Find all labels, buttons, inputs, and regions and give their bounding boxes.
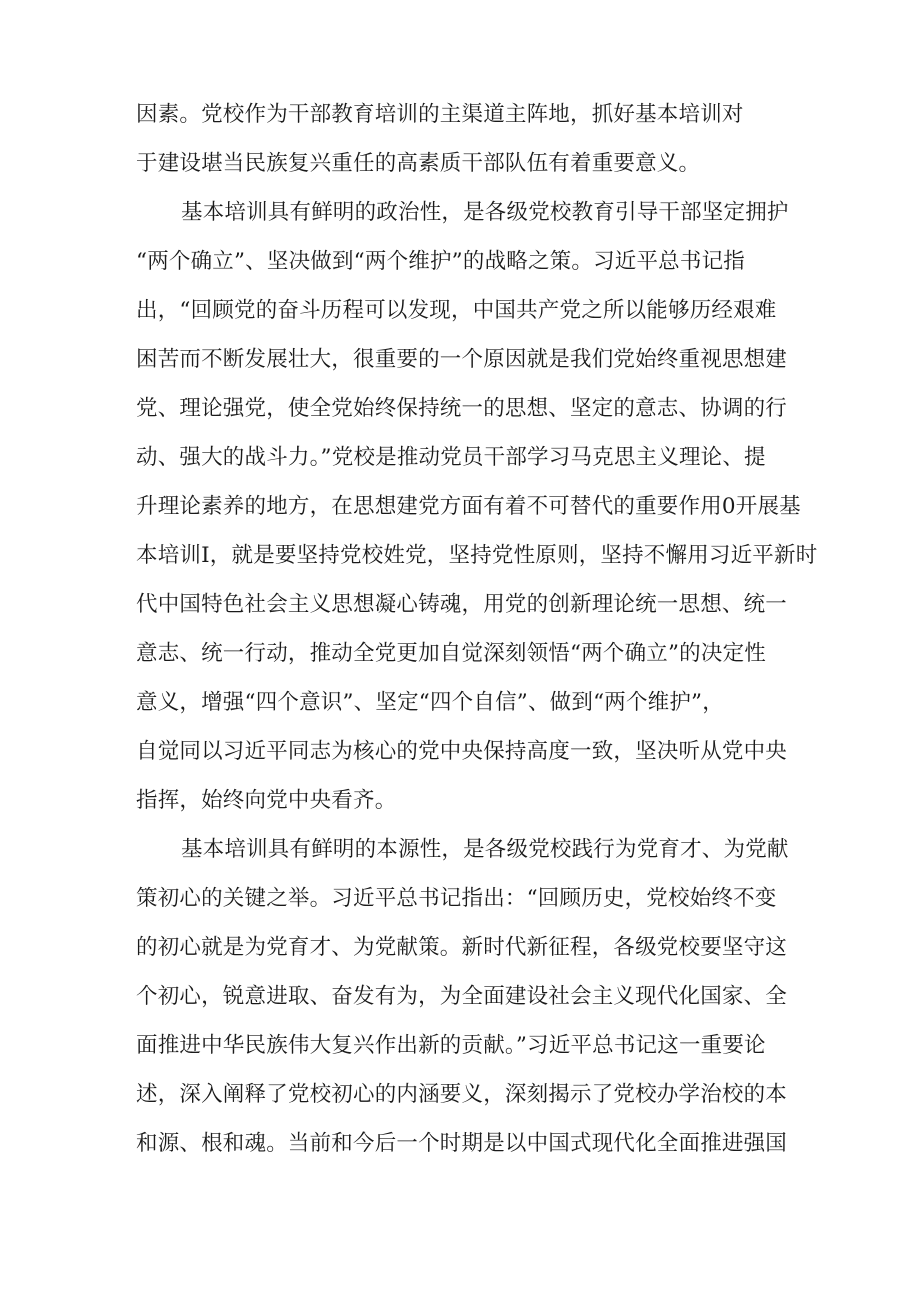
text-line: 述，深入阐释了党校初心的内涵要义，深刻揭示了党校办学治校的本 (136, 1082, 788, 1107)
text-line: 基本培训具有鲜明的政治性，是各级党校教育引导干部坚定拥护 (181, 200, 789, 225)
text-line: 出，“回顾党的奋斗历程可以发现，中国共产党之所以能够历经艰难 (136, 298, 777, 323)
text-line: 和源、根和魂。当前和今后一个时期是以中国式现代化全面推进强国 (136, 1131, 788, 1156)
text-line: 困苦而不断发展壮大，很重要的一个原因就是我们党始终重视思想建 (136, 347, 788, 372)
text-line: 动、强大的战斗力。”党校是推动党员干部学习马克思主义理论、提 (136, 445, 766, 470)
text-line: 代中国特色社会主义思想凝心铸魂，用党的创新理论统一思想、统一 (136, 592, 788, 617)
text-line: 意志、统一行动，推动全党更加自觉深刻领悟“两个确立”的决定性 (136, 641, 766, 666)
text-line: 策初心的关键之举。习近平总书记指出：“回顾历史，党校始终不变 (136, 886, 777, 911)
text-line: 的初心就是为党育才、为党献策。新时代新征程，各级党校要坚守这 (136, 935, 788, 960)
text-line: 意义，增强“四个意识”、坚定“四个自信”、做到“两个维护”， (136, 690, 724, 715)
text-line: “两个确立”、坚决做到“两个维护”的战略之策。习近平总书记指 (136, 249, 745, 274)
text-line: 本培训I，就是要坚持党校姓党，坚持党性原则，坚持不懈用习近平新时 (136, 543, 818, 568)
text-line: 个初心，锐意进取、奋发有为，为全面建设社会主义现代化国家、全 (136, 984, 788, 1009)
text-line: 于建设堪当民族复兴重任的高素质干部队伍有着重要意义。 (136, 151, 701, 176)
text-line: 升理论素养的地方，在思想建党方面有着不可替代的重要作用0开展基 (136, 494, 801, 519)
text-line: 自觉同以习近平同志为核心的党中央保持高度一致，坚决听从党中央 (136, 739, 788, 764)
text-line: 基本培训具有鲜明的本源性，是各级党校践行为党育才、为党献 (181, 837, 789, 862)
text-line: 因素。党校作为干部教育培训的主渠道主阵地，抓好基本培训对 (136, 102, 744, 127)
text-line: 指挥，始终向党中央看齐。 (136, 788, 397, 813)
text-line: 面推进中华民族伟大复兴作出新的贡献。”习近平总书记这一重要论 (136, 1033, 766, 1058)
text-line: 党、理论强党，使全党始终保持统一的思想、坚定的意志、协调的行 (136, 396, 788, 421)
